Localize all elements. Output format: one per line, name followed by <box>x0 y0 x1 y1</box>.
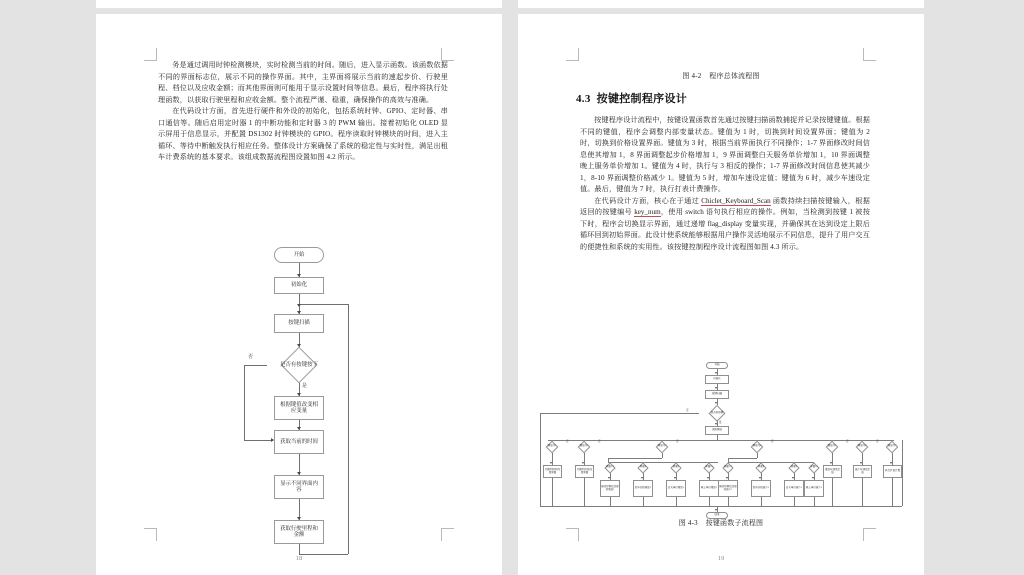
flow-node-ui10-decision-dec: 界面10 <box>802 462 826 473</box>
code-term-key-num: key_num <box>634 208 661 217</box>
flow-node-night-price-minus: 晚上单价减少1 <box>804 480 824 497</box>
figure-number: 图 4-2 <box>682 72 702 80</box>
paragraph: 按键程序设计流程中，按键设置函数首先通过按键扫描函数捕捉并记录按键键值。根据不同的键值，程序会调整内部变量状态。键值为 1 时，切换到时间设置界面；键值为 2 时，切换到价格设置界面。键值为 3 时，根据当前界面执行不同操作；1-7 界面修改时间信息使其增加 1，8 界面调整起步价格增加 1，9 界面调整白天服务单价增加 1，10 界面调整晚上服务单价增加 1。键值为 4 时，执行与 3 相反的操作；1-7 界面修改时间信息使其减少 1，8-10 界面调整价格减少 1。键值为 5 时，增加车速设定值；键值为 6 时，减少车速设定值。最后，键值为 7 时，执行打表计费操作。 <box>580 116 870 194</box>
flow-node-night-price-plus: 晚上单价增加1 <box>699 480 719 497</box>
flow-node-has-key-decision <box>267 347 331 383</box>
flow-node-time-minus: 修改时间信息使其减少1 <box>718 480 738 497</box>
paragraph-text-part-5: 变量实现，并确保其在达到设定上限后循环回到初始界面。此设计使系统能够根据用户操作灵活地展示不同信息，提升了用户交互的便捷性和系统的实用性。该按键控制程序设计流程图如图 4.3 所示。 <box>580 219 870 252</box>
flow-node-ui8-decision-dec: 界面8 <box>749 462 773 473</box>
flow-node-base-price-plus: 起步价格增加1 <box>633 480 653 497</box>
crop-mark-top-left <box>566 48 579 61</box>
edge-label-yes: 是 <box>719 421 722 424</box>
flow-node-read-key: 读取键值 <box>705 426 729 435</box>
figure-caption-top <box>518 71 924 81</box>
key-function-subflowchart <box>538 362 904 524</box>
page-left[interactable] <box>96 14 502 575</box>
flow-node-switch-price-ui: 切换到价格设置界面 <box>575 465 594 478</box>
code-term-chiclet-keyboard-scan: Chiclet_Keyboard_Scan <box>701 196 771 205</box>
flow-node-key3-decision: 键值为3 <box>648 440 676 453</box>
flow-node-ui1to7-decision-dec: 界面1-7 <box>716 462 740 473</box>
edge-label-no: 否 <box>566 440 569 443</box>
flow-node-show-ui: 显示不同界面内容 <box>274 475 324 499</box>
flow-node-label: 是否有按键按下 <box>280 361 318 368</box>
flow-node-get-time: 获取当前的时间 <box>274 430 324 454</box>
flow-node-day-price-plus: 白天单价增加1 <box>666 480 686 497</box>
right-page-body <box>580 115 870 254</box>
paragraph: 务是通过调用时钟检测模块，实时检测当前的时间。随后，进入显示函数。该函数依据不同的界面标志位，展示不同的操作界面。其中，主界面将展示当前的速起步价、行驶里程、档位以及应收金额；而其他界面则可能用于显示设置时间等信息。最后，程序将执行处理函数，以获取行驶里程和应收金额。整个流程严谨、稳重，确保操作的高效与准确。 <box>158 61 448 104</box>
flow-node-ui8-decision-inc: 界面8 <box>631 462 655 473</box>
flow-node-key-scan: 按键扫描 <box>274 314 324 333</box>
code-term-switch: switch <box>685 208 704 217</box>
flow-node-speed-plus: 增加车速设定值 <box>823 465 842 478</box>
edge-label-no: 否 <box>598 440 601 443</box>
crop-mark-top-right <box>863 48 876 61</box>
edge-label-no: 否 <box>248 355 254 360</box>
flow-node-key2-decision: 键值为2 <box>570 440 598 453</box>
figure-title: 按键函数子流程图 <box>705 519 764 527</box>
section-heading <box>576 90 687 106</box>
flow-node-key-scan: 按键扫描 <box>705 390 729 399</box>
paragraph-text-part-4: 语句执行相应的操作。例如，当检测到按键 1 被按下时，程序会切换显示界面，通过递增 <box>580 208 870 228</box>
paragraph: 在代码设计方面，首先进行硬件和外设的初始化，包括系统时钟、GPIO、定时器、串口通信等。随后启用定时器 1 的中断功能和定时器 3 的 PWM 输出。接着初始化 OLED 显示屏用于信息显示，并配置 DS1302 时钟模块的 GPIO。程序读取时钟模块的时间，进入主循环、等待中断触发执行相应任务。整体设计方案确保了系统的稳定性与实时性，满足出租车计费系统的基本要求。该组成数据流程图设置如图 4.2 所示。 <box>158 107 448 162</box>
flow-node-key6-decision: 键值为6 <box>848 440 876 453</box>
figure-title: 程序总体流程图 <box>709 72 760 80</box>
flow-node-ui9-decision-dec: 界面9 <box>782 462 806 473</box>
code-term-flag-display: flag_display <box>707 219 743 228</box>
previous-page-sliver-left <box>96 0 502 8</box>
flow-node-init: 初始化 <box>274 277 324 294</box>
edge-label-no: 否 <box>676 440 679 443</box>
paragraph-text-part-1: 在代码设计方面，核心在于通过 <box>594 196 702 205</box>
crop-mark-bottom-left <box>566 528 579 541</box>
flow-node-key7-decision: 键值为7 <box>878 440 906 453</box>
crop-mark-top-left <box>144 48 157 61</box>
page-right[interactable] <box>518 14 924 575</box>
page-number-right: 19 <box>717 555 725 562</box>
section-number: 4.3 <box>576 93 591 105</box>
paragraph-text-part-2: 函数持续扫描按键输入，根据返回的按键编号 <box>580 196 870 217</box>
flow-node-print-fare: 执行打表计费 <box>883 465 902 478</box>
flow-node-has-key-decision: 是否有按键 <box>699 405 735 421</box>
figure-number: 图 4-3 <box>678 519 698 527</box>
flow-node-get-fare: 获取行驶里程和金额 <box>274 520 324 544</box>
flow-node-start: 开始 <box>706 362 728 369</box>
edge-label-yes: 是 <box>302 384 308 389</box>
flow-node-start: 开始 <box>274 247 324 263</box>
edge-label-no: 否 <box>876 440 879 443</box>
flow-node-ui10-decision-inc: 界面10 <box>697 462 721 473</box>
flow-node-base-price-minus: 起步价格减少1 <box>751 480 771 497</box>
edge-label-no: 否 <box>771 440 774 443</box>
flow-node-change-var: 根据键值改变相应变量 <box>274 396 324 420</box>
paragraph-text-part-3: ，使用 <box>660 208 686 217</box>
section-title: 按键控制程序设计 <box>596 93 688 105</box>
flow-node-end: 结束 <box>706 512 728 519</box>
edge-label-no: 否 <box>686 409 689 412</box>
program-overall-flowchart <box>96 247 502 547</box>
previous-page-sliver-right <box>518 0 924 8</box>
edge-label-no: 否 <box>846 440 849 443</box>
crop-mark-bottom-right <box>863 528 876 541</box>
flow-node-init: 初始化 <box>705 375 729 384</box>
flow-node-time-plus: 修改时间信息使其增加1 <box>600 480 620 497</box>
flow-node-ui1to7-decision-inc: 界面1-7 <box>598 462 622 473</box>
flow-node-ui9-decision-inc: 界面9 <box>664 462 688 473</box>
flow-node-key1-decision: 键值为1 <box>538 440 566 453</box>
flow-node-key5-decision: 键值为5 <box>818 440 846 453</box>
flow-node-key4-decision: 键值为4 <box>743 440 771 453</box>
flow-node-switch-time-ui: 切换到时间设置界面 <box>543 465 562 478</box>
flow-node-day-price-minus: 白天单价减少1 <box>784 480 804 497</box>
figure-caption-bottom <box>518 518 924 528</box>
page-number-left: 18 <box>295 555 303 562</box>
flow-node-speed-minus: 减少车速设定值 <box>853 465 872 478</box>
paragraph <box>580 196 870 254</box>
left-page-body <box>158 60 448 164</box>
